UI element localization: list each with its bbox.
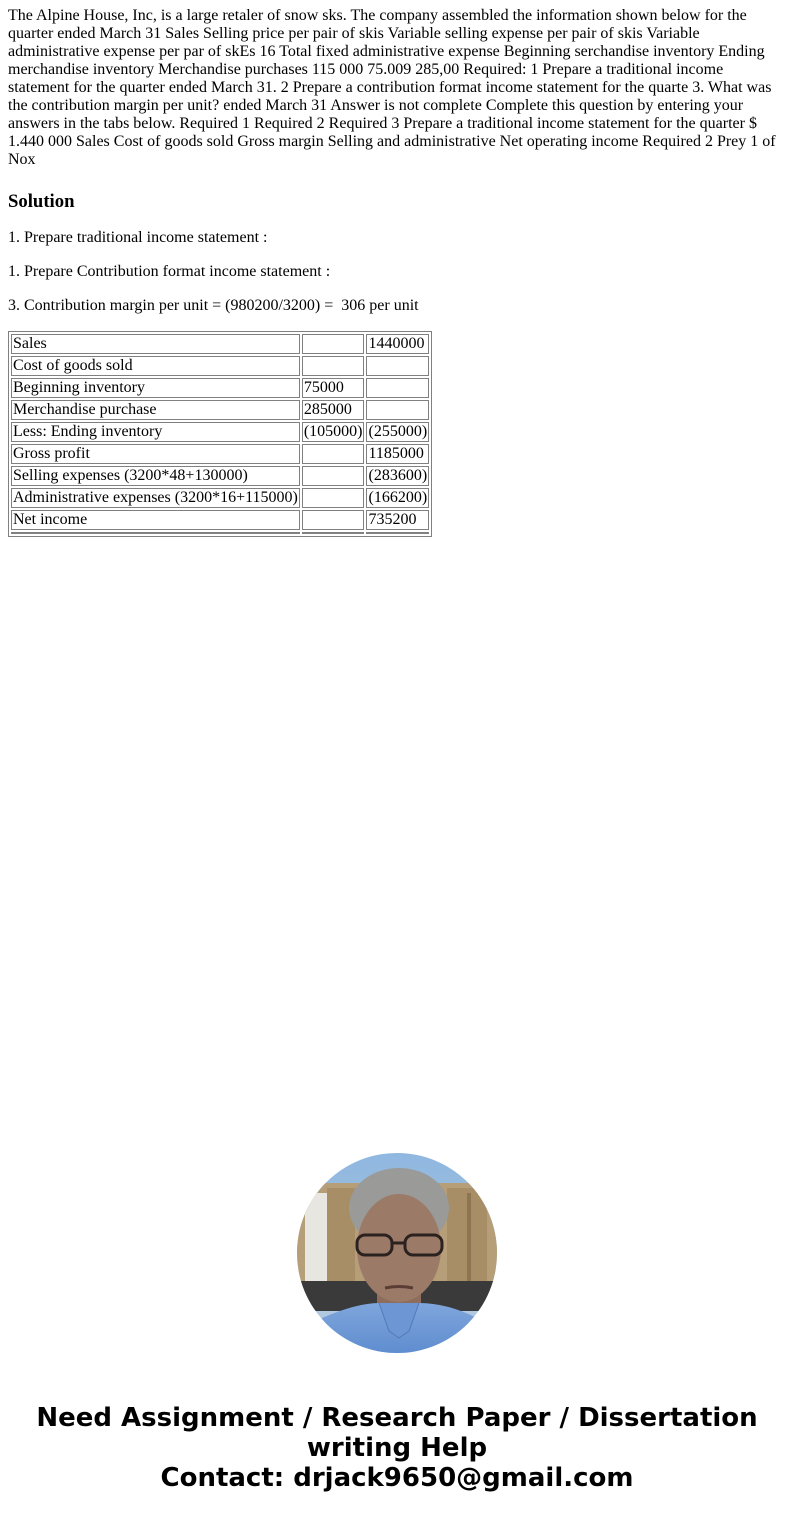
- footer-contact-banner: [0, 1403, 794, 1493]
- row-empty-cell: [11, 532, 300, 534]
- table-row: [11, 422, 429, 442]
- row-col1: 285000: [302, 400, 365, 420]
- row-label: Selling expenses (3200*48+130000): [11, 466, 300, 486]
- avatar: [297, 1153, 497, 1353]
- step-contribution-format: 1. Prepare Contribution format income statement :: [8, 263, 331, 280]
- row-col2: (255000): [368, 423, 428, 440]
- table-row: [11, 356, 429, 376]
- step-traditional-income: 1. Prepare traditional income statement :: [8, 229, 268, 246]
- row-label: Cost of goods sold: [11, 356, 300, 376]
- income-statement-table: [8, 331, 432, 537]
- solution-heading: Solution: [8, 191, 75, 212]
- row-empty-cell: [302, 532, 365, 534]
- row-col1: 75000: [302, 378, 365, 398]
- row-col1: [302, 510, 365, 530]
- footer-line-2: writing Help: [306, 1433, 488, 1463]
- row-col2: (166200): [368, 489, 428, 506]
- table-row: [11, 378, 429, 398]
- footer-line-1: Need Assignment / Research Paper / Dissertation: [36, 1403, 758, 1433]
- row-col1: [302, 444, 365, 464]
- tutor-photo-icon: [297, 1153, 497, 1353]
- step-contribution-margin: 3. Contribution margin per unit = (980200/3200) = 306 per unit: [8, 297, 419, 314]
- row-col2: 1440000: [366, 334, 429, 354]
- table-row: [11, 488, 429, 508]
- row-col1: (105000): [303, 423, 363, 440]
- table-row: [11, 444, 429, 464]
- table-row: [11, 466, 429, 486]
- footer-contact-email: Contact: drjack9650@gmail.com: [160, 1463, 634, 1493]
- row-col2: 735200: [366, 510, 429, 530]
- row-col1: [302, 488, 365, 508]
- row-col2: 1185000: [366, 444, 429, 464]
- row-col1: [302, 356, 365, 376]
- row-label: Beginning inventory: [11, 378, 300, 398]
- row-label: Net income: [11, 510, 300, 530]
- row-label: Gross profit: [11, 444, 300, 464]
- row-col2: [366, 356, 429, 376]
- table-row: [11, 334, 429, 354]
- table-row-empty: [11, 532, 429, 534]
- row-label: Merchandise purchase: [11, 400, 300, 420]
- row-col2: [366, 378, 429, 398]
- page-content: [0, 0, 794, 537]
- row-col1: [302, 334, 365, 354]
- table-row: [11, 510, 429, 530]
- row-label: Sales: [11, 334, 300, 354]
- row-label: Less: Ending inventory: [11, 422, 300, 442]
- row-col1: [302, 466, 365, 486]
- row-col2: [366, 400, 429, 420]
- row-label: Administrative expenses (3200*16+115000): [13, 489, 298, 506]
- row-col2: (283600): [368, 467, 428, 484]
- row-empty-cell: [366, 532, 429, 534]
- question-text: The Alpine House, Inc, is a large retaler of snow sks. The company assembled the information shown below for the quarter ended March 31 Sales Selling price per pair of skis Variable selling expense per pair of skis Variable administrative expense per par of skEs 16 Total fixed administrative expense Beginning serchandise inventory Ending merchandise inventory Merchandise purchases 115 000 75.009 285,00 Required: 1 Prepare a traditional income statement for the quarter ended March 31. 2 Prepare a contribution format income statement for the quarte 3. What was the contribution margin per unit? ended March 31 Answer is not complete Complete this question by entering your answers in the tabs below. Required 1 Required 2 Required 3 Prepare a traditional income statement for the quarter $ 1.440 000 Sales Cost of goods sold Gross margin Selling and administrative Net operating income Required 2 Prey 1 of Nox: [8, 7, 776, 168]
- table-row: [11, 400, 429, 420]
